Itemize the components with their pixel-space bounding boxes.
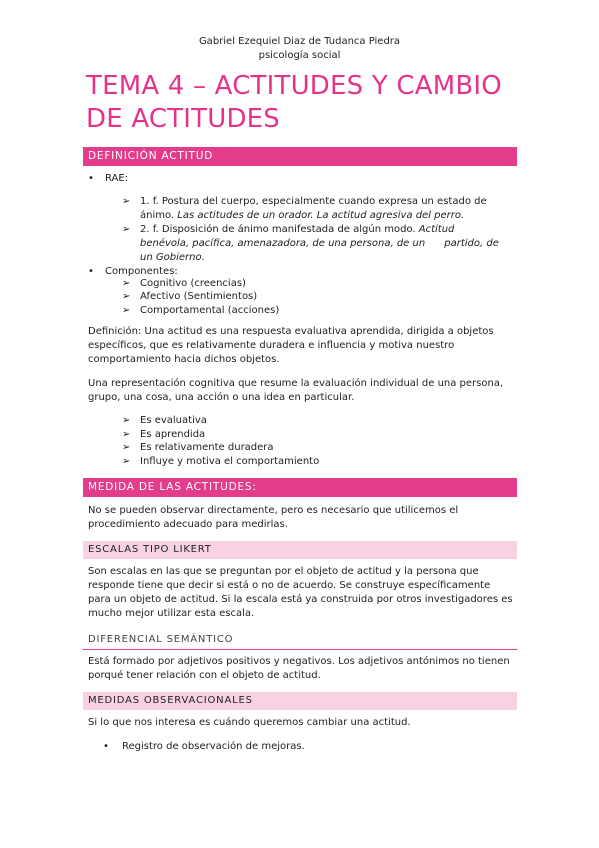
arrow-bullet-icon: ➢ [122,224,131,235]
header-subject: psicología social [258,50,341,61]
subheading-likert: ESCALAS TIPO LIKERT [83,541,517,559]
diferencial-paragraph [88,655,516,683]
rae-definition-1-example: Las actitudes de un orador. La actitud agresiva del perro. [177,210,465,221]
rae-definition-1-lead: ánimo. [140,210,178,221]
likert-line: mucho mejor utilizar esta escala. [88,608,255,619]
arrow-bullet-icon: ➢ [122,429,131,440]
page-title [86,70,536,136]
bullet-icon: • [88,266,94,277]
arrow-bullet-icon: ➢ [122,291,131,302]
representacion-paragraph [88,377,516,405]
arrow-bullet-icon: ➢ [122,415,131,426]
section-heading-medida: MEDIDA DE LAS ACTITUDES: [83,478,517,497]
componente-item: Cognitivo (creencias) [140,278,246,289]
medida-intro-line: procedimiento adecuado para medirlas. [88,519,288,530]
arrow-bullet-icon: ➢ [122,278,131,289]
rae-definition-1-line-2 [140,209,520,223]
rae-definition-1 [140,195,520,223]
subheading-diferencial: DIFERENCIAL SEMÁNTICO [83,634,517,650]
representacion-line: Una representación cognitiva que resume la evaluación individual de una persona, [88,378,504,389]
likert-line: Son escalas en las que se preguntan por el objeto de actitud y la persona que [88,566,479,577]
arrow-bullet-icon: ➢ [122,442,131,453]
observacionales-bullet: Registro de observación de mejoras. [122,741,305,752]
arrow-bullet-icon: ➢ [122,196,131,207]
likert-line: para un objeto de actitud. Si la escala está ya construida por otros investigadores es [88,594,513,605]
arrow-bullet-icon: ➢ [122,456,131,467]
diferencial-line: Está formado por adjetivos positivos y negativos. Los adjetivos antónimos no tienen [88,656,510,667]
representacion-line: grupo, una cosa, una acción o una idea en particular. [88,392,355,403]
rae-definition-2-example-start: Actitud [418,224,455,235]
medida-intro [88,504,516,532]
header-author: Gabriel Ezequiel Diaz de Tudanca Piedra [198,36,401,47]
definicion-paragraph [88,325,516,367]
title-line-2: DE ACTITUDES [86,104,281,134]
caracteristica-item: Es aprendida [140,429,206,440]
likert-paragraph [88,565,516,621]
componente-item: Afectivo (Sentimientos) [140,291,258,302]
rae-definition-2-text: 2. f. Disposición de ánimo manifestada de algún modo. [140,224,419,235]
likert-line: responde tiene que decir si está o no de acuerdo. Se construye específicamente [88,580,491,591]
caracteristica-item: Influye y motiva el comportamiento [140,456,320,467]
componente-item: Comportamental (acciones) [140,305,280,316]
definicion-line: específicos, que es relativamente duradera e influencia y motiva nuestro [88,340,455,351]
caracteristica-item: Es relativamente duradera [140,442,274,453]
bullet-icon: • [88,173,94,184]
caracteristica-item: Es evaluativa [140,415,207,426]
observacionales-line: Si lo que nos interesa es cuándo queremos cambiar una actitud. [88,717,411,728]
medida-intro-line: No se pueden observar directamente, pero es necesario que utilicemos el [88,505,459,516]
rae-definition-2-line-1 [140,223,520,237]
rae-definition-1-line-1: 1. f. Postura del cuerpo, especialmente cuando expresa un estado de [140,196,487,207]
diferencial-line: porqué tener relación con el objeto de actitud. [88,670,321,681]
title-line-1: TEMA 4 – ACTITUDES Y CAMBIO [86,71,502,101]
componentes-label: Componentes: [105,266,178,277]
bullet-icon: • [103,741,109,752]
rae-definition-2 [140,223,520,265]
rae-definition-2-line-3: un Gobierno. [140,252,205,263]
rae-label: RAE: [105,173,129,184]
definicion-line: comportamiento hacia dichos objetos. [88,354,280,365]
subheading-observacionales: MEDIDAS OBSERVACIONALES [83,692,517,710]
rae-definition-2-line-2: benévola, pacífica, amenazadora, de una persona, de un partido, de [140,238,499,249]
arrow-bullet-icon: ➢ [122,305,131,316]
definicion-line: Definición: Una actitud es una respuesta evaluativa aprendida, dirigida a objetos [88,326,494,337]
section-heading-definicion: DEFINICIÓN ACTITUD [83,147,517,166]
